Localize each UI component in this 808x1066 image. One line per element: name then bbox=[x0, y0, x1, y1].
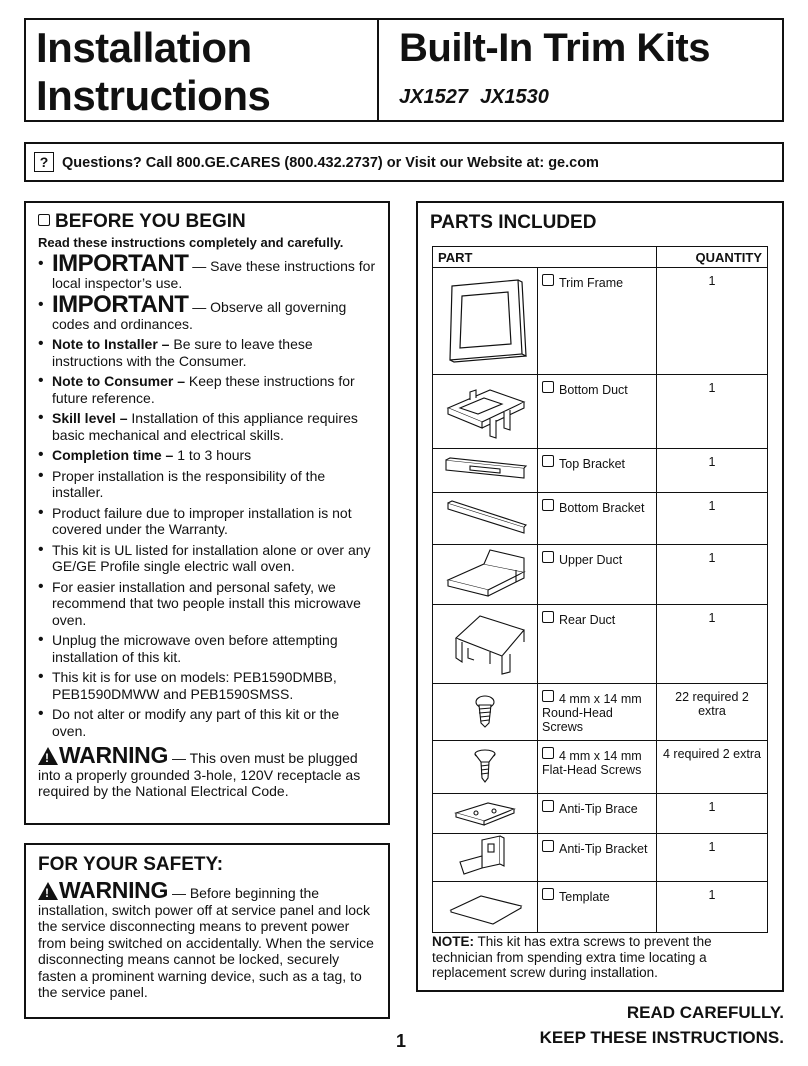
list-item: • This kit is for use on models: PEB1590DMBB, PEB1590DMWW and PEB1590SMSS. bbox=[38, 669, 376, 702]
model-number: JX1530 bbox=[479, 86, 549, 108]
list-item: • IMPORTANT — Save these instructions for local inspector’s use. bbox=[38, 256, 376, 291]
instruction-list bbox=[38, 250, 376, 739]
checkbox-icon bbox=[542, 381, 554, 393]
checkbox-icon bbox=[542, 888, 554, 900]
trim-frame-icon bbox=[440, 276, 530, 364]
checkbox-icon bbox=[542, 800, 554, 812]
header-box bbox=[24, 18, 784, 122]
footer-notice: READ CAREFULLY. KEEP THESE INSTRUCTIONS. bbox=[539, 1003, 784, 1047]
section-title: BEFORE YOU BEGIN bbox=[38, 211, 376, 233]
questions-text: Questions? Call 800.GE.CARES (800.432.2737) or Visit our Website at: ge.com bbox=[62, 155, 599, 171]
checkbox-icon bbox=[542, 455, 554, 467]
table-header bbox=[433, 247, 768, 268]
list-item: • Skill level – Installation of this appliance requires basic mechanical and electrical skills. bbox=[38, 410, 376, 443]
table-row: Bottom Bracket 1 bbox=[433, 493, 768, 545]
list-item: • This kit is UL listed for installation alone or over any GE/GE Profile single electric wall oven. bbox=[38, 542, 376, 575]
round-head-screw-icon bbox=[465, 693, 505, 729]
model-numbers bbox=[399, 86, 561, 109]
template-icon bbox=[445, 886, 525, 926]
list-item: • Note to Installer – Be sure to leave these instructions with the Consumer. bbox=[38, 336, 376, 369]
list-item: • Unplug the microwave oven before attempting installation of this kit. bbox=[38, 632, 376, 665]
table-row: Bottom Duct 1 bbox=[433, 375, 768, 449]
parts-note: NOTE: This kit has extra screws to prevent the technician from spending extra time locating a replacement screw during installation. bbox=[432, 934, 712, 980]
checkbox-icon bbox=[542, 747, 554, 759]
table-row: Upper Duct 1 bbox=[433, 545, 768, 605]
questions-bar bbox=[24, 142, 784, 182]
table-row: 4 mm x 14 mm Round-Head Screws 22 required 2 extra bbox=[433, 684, 768, 741]
top-bracket-icon bbox=[440, 454, 530, 484]
upper-duct-icon bbox=[440, 546, 530, 600]
checkbox-icon bbox=[542, 840, 554, 852]
list-item: • IMPORTANT — Observe all governing codes and ordinances. bbox=[38, 297, 376, 332]
rear-duct-icon bbox=[440, 608, 530, 678]
table-row: Trim Frame 1 bbox=[433, 268, 768, 375]
column-header: QUANTITY bbox=[657, 247, 768, 268]
table-row: Anti-Tip Brace 1 bbox=[433, 794, 768, 834]
product-title: Built-In Trim Kits bbox=[399, 26, 710, 70]
checkbox-icon bbox=[542, 499, 554, 511]
list-item: • Do not alter or modify any part of this kit or the oven. bbox=[38, 706, 376, 739]
before-you-begin-section bbox=[24, 201, 390, 825]
section-title: FOR YOUR SAFETY: bbox=[38, 854, 224, 875]
checkbox-icon bbox=[542, 690, 554, 702]
list-item: • Completion time – 1 to 3 hours bbox=[38, 447, 376, 464]
question-mark-icon: ? bbox=[34, 152, 54, 172]
page-number: 1 bbox=[396, 1031, 407, 1051]
checkbox-icon bbox=[542, 274, 554, 286]
column-header: PART bbox=[433, 247, 657, 268]
list-item: • Product failure due to improper installation is not covered under the Warranty. bbox=[38, 505, 376, 538]
warning-notice: !WARNING — Before beginning the installation, switch power off at service panel and lock the service disconnecting means to prevent power from being switched on accidentally. When the service disconnecting means cannot be locked, securely fasten a prominent warning device, such as a tag, to the service panel. bbox=[38, 882, 376, 1001]
table-row: Anti-Tip Bracket 1 bbox=[433, 834, 768, 882]
list-item: • For easier installation and personal safety, we recommend that two people install this microwave oven. bbox=[38, 579, 376, 629]
parts-table bbox=[432, 246, 768, 933]
table-row: 4 mm x 14 mm Flat-Head Screws 4 required 2 extra bbox=[433, 741, 768, 794]
header-divider bbox=[377, 20, 379, 120]
checkbox-icon bbox=[542, 551, 554, 563]
anti-tip-brace-icon bbox=[450, 795, 520, 829]
model-number: JX1527 bbox=[399, 86, 468, 108]
lead-text: Read these instructions completely and carefully. bbox=[38, 235, 344, 250]
page-title: Installation Instructions bbox=[36, 24, 271, 119]
table-row: Top Bracket 1 bbox=[433, 449, 768, 493]
list-item: • Note to Consumer – Keep these instructions for future reference. bbox=[38, 373, 376, 406]
bottom-bracket-icon bbox=[440, 497, 530, 537]
anti-tip-bracket-icon bbox=[450, 834, 520, 878]
list-item: • Proper installation is the responsibility of the installer. bbox=[38, 468, 376, 501]
warning-notice: !WARNING — This oven must be plugged into a properly grounded 3-hole, 120V receptacle as required by the National Electrical Code. bbox=[38, 747, 376, 800]
flat-head-screw-icon bbox=[465, 748, 505, 784]
warning-icon bbox=[38, 882, 58, 900]
section-title: PARTS INCLUDED bbox=[430, 212, 597, 233]
table-row: Template 1 bbox=[433, 882, 768, 933]
bottom-duct-icon bbox=[440, 378, 530, 442]
safety-section bbox=[24, 843, 390, 1019]
table-row: Rear Duct 1 bbox=[433, 605, 768, 684]
warning-icon bbox=[38, 747, 58, 765]
parts-included-section bbox=[416, 201, 784, 992]
checkbox-icon bbox=[542, 611, 554, 623]
checkbox-icon bbox=[38, 214, 50, 226]
